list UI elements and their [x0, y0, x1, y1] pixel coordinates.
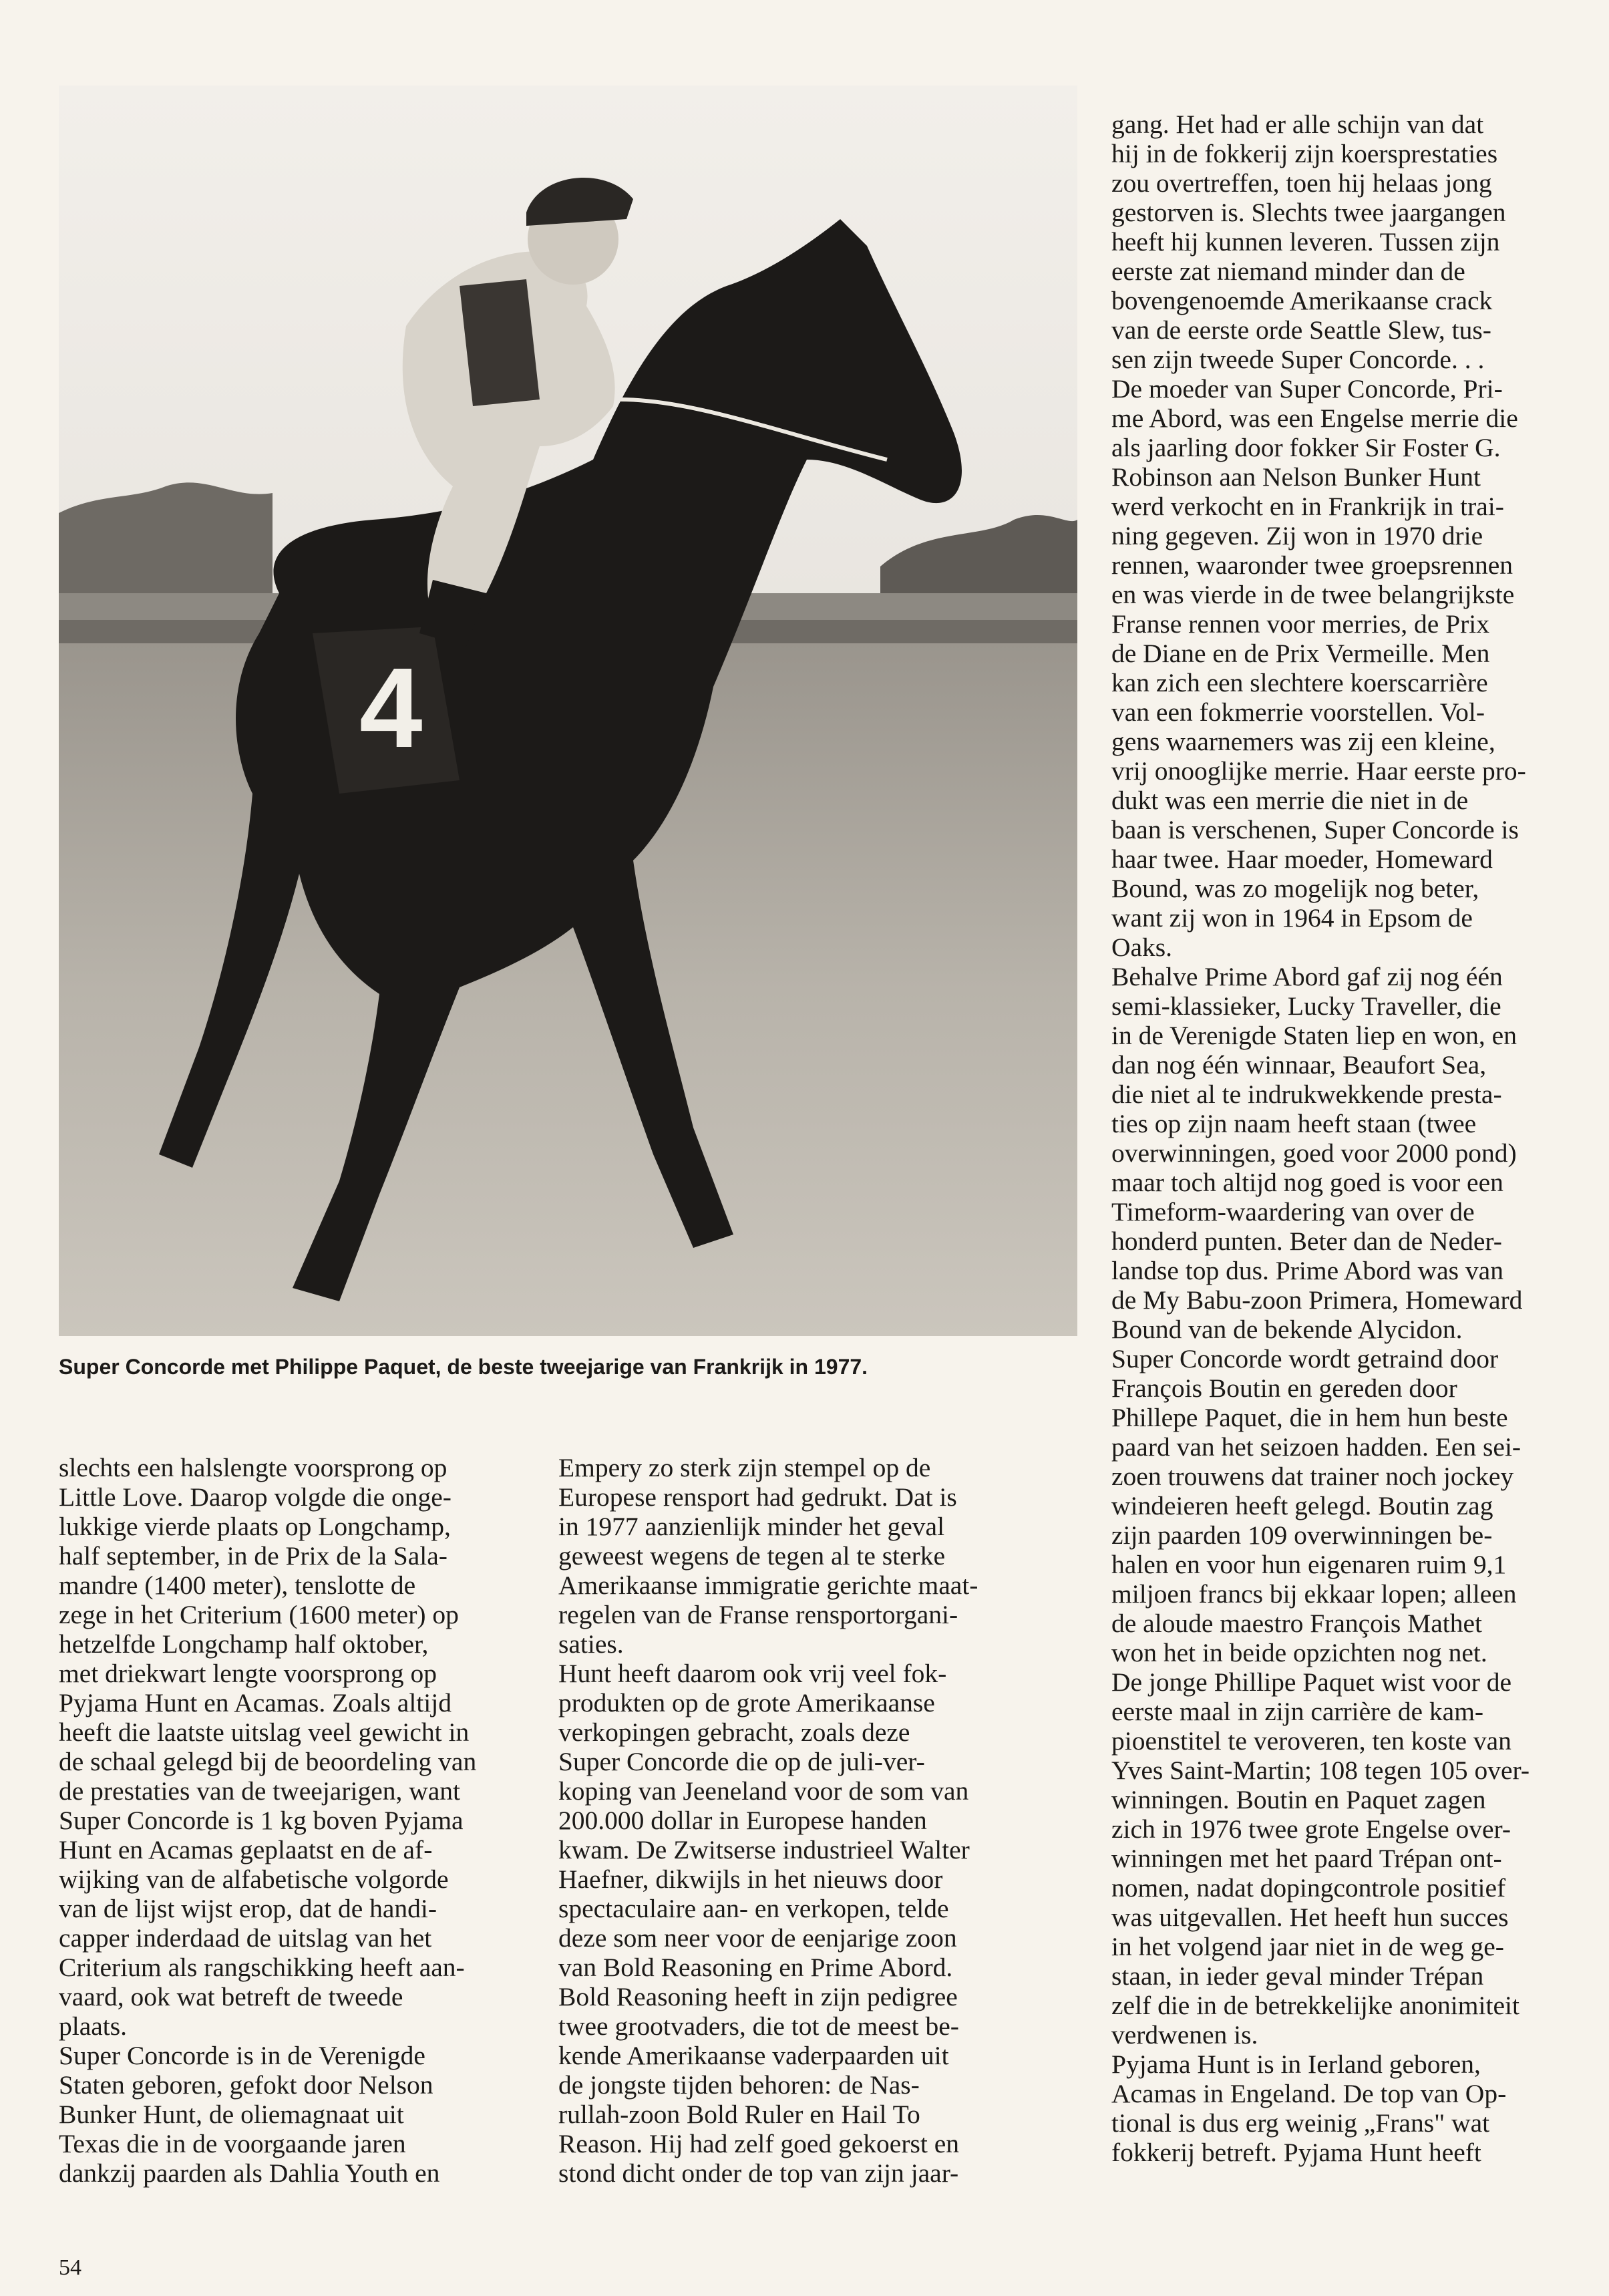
text-line: me Abord, was een Engelse merrie die [1111, 403, 1518, 433]
text-line: semi-klassieker, Lucky Traveller, die [1111, 991, 1501, 1021]
text-line: de jongste tijden behoren: de Nas- [558, 2070, 920, 2100]
text-line: twee grootvaders, die tot de meest be- [558, 2011, 959, 2041]
text-line: Little Love. Daarop volgde die onge- [59, 1482, 452, 1512]
text-line: wijking van de alfabetische volgorde [59, 1864, 449, 1894]
text-line: dan nog één winnaar, Beaufort Sea, [1111, 1050, 1487, 1080]
text-line: zou overtreffen, toen hij helaas jong [1111, 168, 1492, 198]
horse-jockey-photo-icon [59, 86, 1077, 1336]
text-line: hetzelfde Longchamp half oktober, [59, 1629, 429, 1659]
text-line: François Boutin en gereden door [1111, 1373, 1457, 1403]
text-line: Hunt en Acamas geplaatst en de af- [59, 1835, 433, 1864]
text-line: 200.000 dollar in Europese handen [558, 1806, 927, 1835]
text-line: Franse rennen voor merries, de Prix [1111, 609, 1489, 639]
text-line: plaats. [59, 2011, 128, 2041]
text-line: winningen met het paard Trépan ont- [1111, 1844, 1502, 1873]
text-line: Amerikaanse immigratie gerichte maat- [558, 1571, 978, 1600]
text-line: die niet al te indrukwekkende presta- [1111, 1080, 1502, 1109]
text-line: als jaarling door fokker Sir Foster G. [1111, 433, 1501, 462]
text-line: capper inderdaad de uitslag van het [59, 1923, 432, 1953]
text-line: want zij won in 1964 in Epsom de [1111, 903, 1473, 933]
text-line: vrij onooglijke merrie. Haar eerste pro- [1111, 756, 1526, 786]
text-line: in 1977 aanzienlijk minder het geval [558, 1512, 945, 1541]
text-line: Bound van de bekende Alycidon. [1111, 1315, 1463, 1344]
text-line: Hunt heeft daarom ook vrij veel fok- [558, 1659, 947, 1688]
text-line: geweest wegens de tegen al te sterke [558, 1541, 946, 1571]
text-line: hij in de fokkerij zijn koersprestaties [1111, 139, 1498, 168]
text-line: deze som neer voor de eenjarige zoon [558, 1923, 957, 1953]
text-line: Super Concorde is in de Verenigde [59, 2041, 425, 2070]
text-column-2 [558, 1453, 1046, 2188]
text-line: De moeder van Super Concorde, Pri- [1111, 374, 1503, 403]
text-line: in de Verenigde Staten liep en won, en [1111, 1021, 1517, 1050]
page-number: 54 [59, 2255, 81, 2280]
text-line: spectaculaire aan- en verkopen, telde [558, 1894, 949, 1923]
text-line: Oaks. [1111, 933, 1173, 962]
text-line: miljoen francs bij ekkaar lopen; alleen [1111, 1579, 1517, 1609]
text-line: van de eerste orde Seattle Slew, tus- [1111, 315, 1491, 345]
text-line: kwam. De Zwitserse industrieel Walter [558, 1835, 970, 1864]
text-line: Reason. Hij had zelf goed gekoerst en [558, 2129, 959, 2158]
text-line: tional is dus erg weinig „Frans" wat [1111, 2108, 1490, 2138]
text-line: bovengenoemde Amerikaanse crack [1111, 286, 1493, 315]
text-line: Pyjama Hunt en Acamas. Zoals altijd [59, 1688, 452, 1717]
text-line: dankzij paarden als Dahlia Youth en [59, 2158, 440, 2188]
text-line: Bound, was zo mogelijk nog beter, [1111, 874, 1479, 903]
text-line: Phillepe Paquet, die in hem hun beste [1111, 1403, 1508, 1432]
text-line: rennen, waaronder twee groepsrennen [1111, 550, 1513, 580]
text-line: won het in beide opzichten nog net. [1111, 1638, 1487, 1667]
text-line: van een fokmerrie voorstellen. Vol- [1111, 697, 1485, 727]
text-line: Haefner, dikwijls in het nieuws door [558, 1864, 943, 1894]
text-line: Super Concorde is 1 kg boven Pyjama [59, 1806, 464, 1835]
text-line: fokkerij betreft. Pyjama Hunt heeft [1111, 2138, 1481, 2167]
text-line: Pyjama Hunt is in Ierland geboren, [1111, 2049, 1481, 2079]
text-line: haar twee. Haar moeder, Homeward [1111, 844, 1493, 874]
text-column-1 [59, 1453, 546, 2188]
text-line: Robinson aan Nelson Bunker Hunt [1111, 462, 1481, 492]
text-line: eerste maal in zijn carrière de kam- [1111, 1697, 1484, 1726]
text-line: Yves Saint-Martin; 108 tegen 105 over- [1111, 1756, 1530, 1785]
text-line: gang. Het had er alle schijn van dat [1111, 110, 1484, 139]
text-line: windeieren heeft gelegd. Boutin zag [1111, 1491, 1493, 1520]
horse-photo [59, 86, 1077, 1336]
text-line: Super Concorde die op de juli-ver- [558, 1747, 925, 1776]
text-line: Bunker Hunt, de oliemagnaat uit [59, 2100, 404, 2129]
text-line: mandre (1400 meter), tenslotte de [59, 1571, 416, 1600]
text-line: maar toch altijd nog goed is voor een [1111, 1168, 1503, 1197]
text-line: zelf die in de betrekkelijke anonimiteit [1111, 1991, 1519, 2020]
text-line: Empery zo sterk zijn stempel op de [558, 1453, 931, 1482]
text-line: Staten geboren, gefokt door Nelson [59, 2070, 433, 2100]
text-line: winningen. Boutin en Paquet zagen [1111, 1785, 1486, 1814]
text-line: van Bold Reasoning en Prime Abord. [558, 1953, 953, 1982]
text-line: zijn paarden 109 overwinningen be- [1111, 1520, 1493, 1550]
text-line: kan zich een slechtere koerscarrière [1111, 668, 1488, 697]
text-line: ties op zijn naam heeft staan (twee [1111, 1109, 1477, 1138]
text-line: werd verkocht en in Frankrijk in trai- [1111, 492, 1504, 521]
text-line: in het volgend jaar niet in de weg ge- [1111, 1932, 1504, 1961]
text-line: dukt was een merrie die niet in de [1111, 786, 1469, 815]
text-line: paard van het seizoen hadden. Een sei- [1111, 1432, 1522, 1462]
photo-caption: Super Concorde met Philippe Paquet, de beste tweejarige van Frankrijk in 1977. [59, 1355, 868, 1379]
text-line: staan, in ieder geval minder Trépan [1111, 1961, 1484, 1991]
text-line: rullah-zoon Bold Ruler en Hail To [558, 2100, 920, 2129]
text-line: sen zijn tweede Super Concorde. . . [1111, 345, 1485, 374]
text-line: produkten op de grote Amerikaanse [558, 1688, 935, 1717]
text-line: nomen, nadat dopingcontrole positief [1111, 1873, 1506, 1903]
text-line: Texas die in de voorgaande jaren [59, 2129, 406, 2158]
text-line: overwinningen, goed voor 2000 pond) [1111, 1138, 1517, 1168]
text-line: de My Babu-zoon Primera, Homeward [1111, 1285, 1523, 1315]
text-line: slechts een halslengte voorsprong op [59, 1453, 448, 1482]
text-line: Behalve Prime Abord gaf zij nog één [1111, 962, 1503, 991]
text-line: koping van Jeeneland voor de som van [558, 1776, 969, 1806]
text-line: stond dicht onder de top van zijn jaar- [558, 2158, 959, 2188]
text-line: landse top dus. Prime Abord was van [1111, 1256, 1503, 1285]
text-line: ning gegeven. Zij won in 1970 drie [1111, 521, 1483, 550]
text-line: verkopingen gebracht, zoals deze [558, 1717, 910, 1747]
text-line: regelen van de Franse rensportorgani- [558, 1600, 958, 1629]
text-line: baan is verschenen, Super Concorde is [1111, 815, 1519, 844]
text-line: eerste zat niemand minder dan de [1111, 257, 1465, 286]
text-line: kende Amerikaanse vaderpaarden uit [558, 2041, 949, 2070]
text-line: de Diane en de Prix Vermeille. Men [1111, 639, 1490, 668]
text-line: van de lijst wijst erop, dat de handi- [59, 1894, 437, 1923]
text-line: De jonge Phillipe Paquet wist voor de [1111, 1667, 1511, 1697]
text-line: Bold Reasoning heeft in zijn pedigree [558, 1982, 958, 2011]
text-line: vaard, ook wat betreft de tweede [59, 1982, 403, 2011]
text-line: zich in 1976 twee grote Engelse over- [1111, 1814, 1511, 1844]
text-line: zege in het Criterium (1600 meter) op [59, 1600, 459, 1629]
saddle-cloth-number: 4 [359, 645, 423, 772]
text-line: half september, in de Prix de la Sala- [59, 1541, 448, 1571]
text-line: Criterium als rangschikking heeft aan- [59, 1953, 465, 1982]
text-line: gestorven is. Slechts twee jaargangen [1111, 198, 1506, 227]
text-line: en was vierde in de twee belangrijkste [1111, 580, 1515, 609]
text-line: was uitgevallen. Het heeft hun succes [1111, 1903, 1509, 1932]
text-line: halen en voor hun eigenaren ruim 9,1 [1111, 1550, 1507, 1579]
text-line: pioenstitel te veroveren, ten koste van [1111, 1726, 1511, 1756]
text-line: gens waarnemers was zij een kleine, [1111, 727, 1495, 756]
text-column-3 [1111, 110, 1606, 2167]
text-line: met driekwart lengte voorsprong op [59, 1659, 437, 1688]
text-line: Europese rensport had gedrukt. Dat is [558, 1482, 957, 1512]
text-line: zoen trouwens dat trainer noch jockey [1111, 1462, 1514, 1491]
text-line: Timeform-waardering van over de [1111, 1197, 1475, 1226]
text-line: Acamas in Engeland. De top van Op- [1111, 2079, 1507, 2108]
text-line: lukkige vierde plaats op Longchamp, [59, 1512, 451, 1541]
text-line: honderd punten. Beter dan de Neder- [1111, 1226, 1502, 1256]
text-line: de aloude maestro François Mathet [1111, 1609, 1483, 1638]
text-line: saties. [558, 1629, 624, 1659]
text-line: verdwenen is. [1111, 2020, 1258, 2049]
text-line: de prestaties van de tweejarigen, want [59, 1776, 461, 1806]
text-line: heeft die laatste uitslag veel gewicht in [59, 1717, 470, 1747]
text-line: Super Concorde wordt getraind door [1111, 1344, 1499, 1373]
text-line: heeft hij kunnen leveren. Tussen zijn [1111, 227, 1500, 257]
text-line: de schaal gelegd bij de beoordeling van [59, 1747, 477, 1776]
